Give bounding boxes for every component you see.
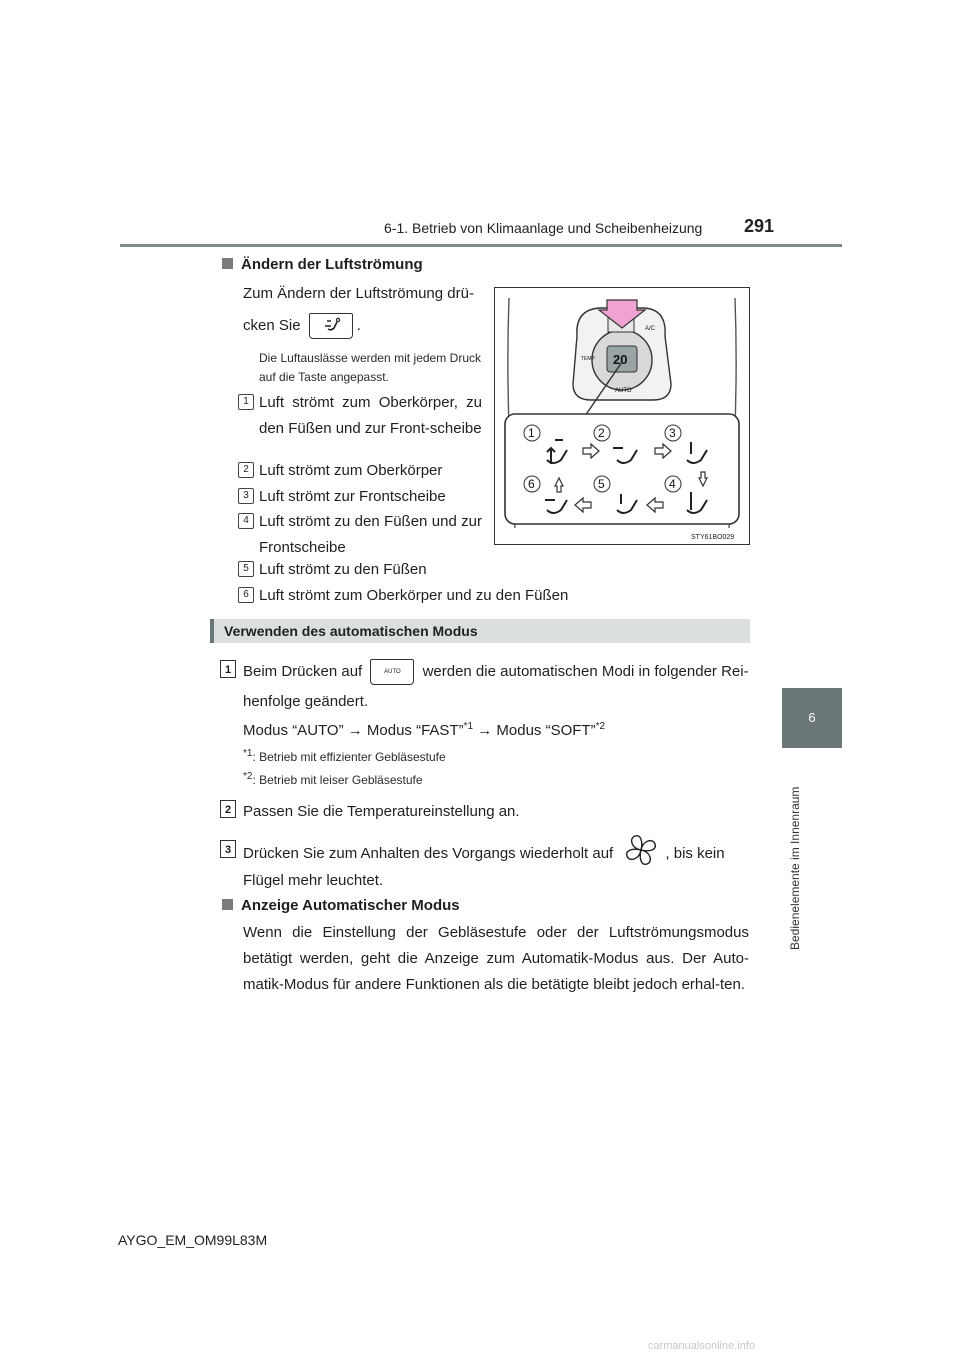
airflow-item-1 — [238, 390, 482, 442]
airflow-heading — [222, 252, 423, 278]
circled-number-icon: 4 — [238, 513, 254, 529]
airflow-item-text: Luft strömt zu den Füßen und zur Frontscheibe — [259, 513, 482, 556]
mode-label-3: 3 — [669, 426, 676, 440]
section-title-bar — [210, 619, 750, 643]
airflow-press-line2 — [243, 313, 361, 339]
document-code: AYGO_EM_OM99L83M — [118, 1232, 268, 1248]
step3-text-a: Drücken Sie zum Anhalten des Vorgangs wiederholt auf — [243, 844, 614, 862]
mode-label-1: 1 — [528, 426, 535, 440]
step3-text-b: , bis kein — [665, 844, 725, 862]
airflow-seat-icon — [310, 314, 352, 338]
square-bullet-icon — [222, 258, 233, 269]
circled-number-icon: 6 — [238, 587, 254, 603]
mode-label-4: 4 — [669, 477, 676, 491]
display-temperature: 20 — [613, 352, 628, 367]
climate-control-figure — [494, 287, 750, 545]
airflow-item-text: Luft strömt zum Oberkörper, zu den Füßen und zur Front-scheibe — [259, 394, 482, 437]
footnote-mark-1: *1 — [243, 748, 253, 759]
mode-label-2: 2 — [598, 426, 605, 440]
step-number-2: 2 — [220, 800, 236, 818]
mode-sequence — [243, 714, 605, 744]
step3-line2: Flügel mehr leuchtet. — [243, 872, 384, 889]
ac-label-top: A/C — [645, 326, 656, 332]
airflow-item-3 — [238, 484, 482, 510]
airflow-item-5 — [238, 557, 482, 583]
airflow-press-line1: Zum Ändern der Luftströmung drü- — [243, 285, 474, 302]
airflow-item-4 — [238, 509, 482, 561]
step1-text-a: Beim Drücken auf — [243, 663, 363, 680]
footnote-ref-2: *2 — [595, 721, 606, 732]
circled-number-icon: 1 — [238, 394, 254, 410]
footnote-ref-1: *1 — [463, 721, 474, 732]
airflow-note: Die Luftauslässe werden mit jedem Druck auf die Taste angepasst. — [259, 351, 481, 384]
airflow-item-text: Luft strömt zur Frontscheibe — [259, 488, 446, 505]
mode-label-6: 6 — [528, 477, 535, 491]
footnote-2 — [243, 767, 423, 790]
step-number-3: 3 — [220, 840, 236, 858]
footnote-1 — [243, 744, 446, 767]
indicator-heading — [222, 893, 460, 919]
auto-button-icon: AUTO — [370, 659, 414, 685]
circled-number-icon: 3 — [238, 488, 254, 504]
step2-text: Passen Sie die Temperatureinstellung an. — [243, 803, 520, 820]
footnote-text-1: : Betrieb mit effizienter Gebläsestufe — [252, 750, 446, 764]
airflow-press-end: . — [356, 317, 361, 334]
step3-line1 — [243, 840, 749, 868]
airflow-item-text: Luft strömt zu den Füßen — [259, 561, 427, 578]
airflow-item-text: Luft strömt zum Oberkörper und zu den Füßen — [259, 587, 569, 604]
step-number-1: 1 — [220, 660, 236, 678]
step1-line2: henfolge geändert. — [243, 693, 369, 710]
step1-text-b: werden die automatischen Modi in folgender Rei- — [422, 663, 749, 680]
mode-label-5: 5 — [598, 477, 605, 491]
mode-sequence-b: → Modus “SOFT” — [473, 722, 596, 739]
section-title: Verwenden des automatischen Modus — [224, 623, 478, 639]
chapter-title: 6-1. Betrieb von Klimaanlage und Scheibenheizung — [384, 220, 703, 236]
indicator-text: Wenn die Einstellung der Gebläsestufe oder der Luftströmungsmodus betätigt werden, geht die Anzeige zum Automatik-Modus aus. Der Auto-matik-Modus für andere Funktionen als die betätigte bleibt jedoch erhal-ten. — [243, 924, 749, 993]
climate-panel-illustration — [495, 288, 749, 544]
figure-code: STY61BO029 — [691, 534, 735, 541]
airflow-press-text: cken Sie — [243, 317, 301, 334]
page-number: 291 — [744, 216, 775, 236]
mode-sequence-a: Modus “AUTO” → Modus “FAST” — [243, 722, 464, 739]
auto-label: AUTO — [615, 388, 632, 394]
indicator-heading-text: Anzeige Automatischer Modus — [241, 897, 460, 914]
airflow-item-6 — [238, 583, 618, 609]
chapter-tab[interactable]: 6 — [782, 688, 842, 748]
fan-icon — [623, 832, 659, 868]
airflow-heading-text: Ändern der Luftströmung — [241, 256, 423, 273]
square-bullet-icon — [222, 899, 233, 910]
header-rule — [120, 244, 842, 247]
airflow-item-text: Luft strömt zum Oberkörper — [259, 462, 443, 479]
airflow-item-2 — [238, 458, 482, 484]
watermark: carmanualsonline.info — [648, 1340, 756, 1352]
footnote-text-2: : Betrieb mit leiser Gebläsestufe — [252, 773, 423, 787]
circled-number-icon: 5 — [238, 561, 254, 577]
chapter-side-label: Bedienelemente im Innenraum — [788, 786, 802, 950]
temp-label: TEMP — [581, 356, 595, 362]
circled-number-icon: 2 — [238, 462, 254, 478]
footnote-mark-2: *2 — [243, 771, 253, 782]
step1-line1 — [243, 659, 749, 685]
airflow-mode-button-icon — [309, 313, 353, 339]
